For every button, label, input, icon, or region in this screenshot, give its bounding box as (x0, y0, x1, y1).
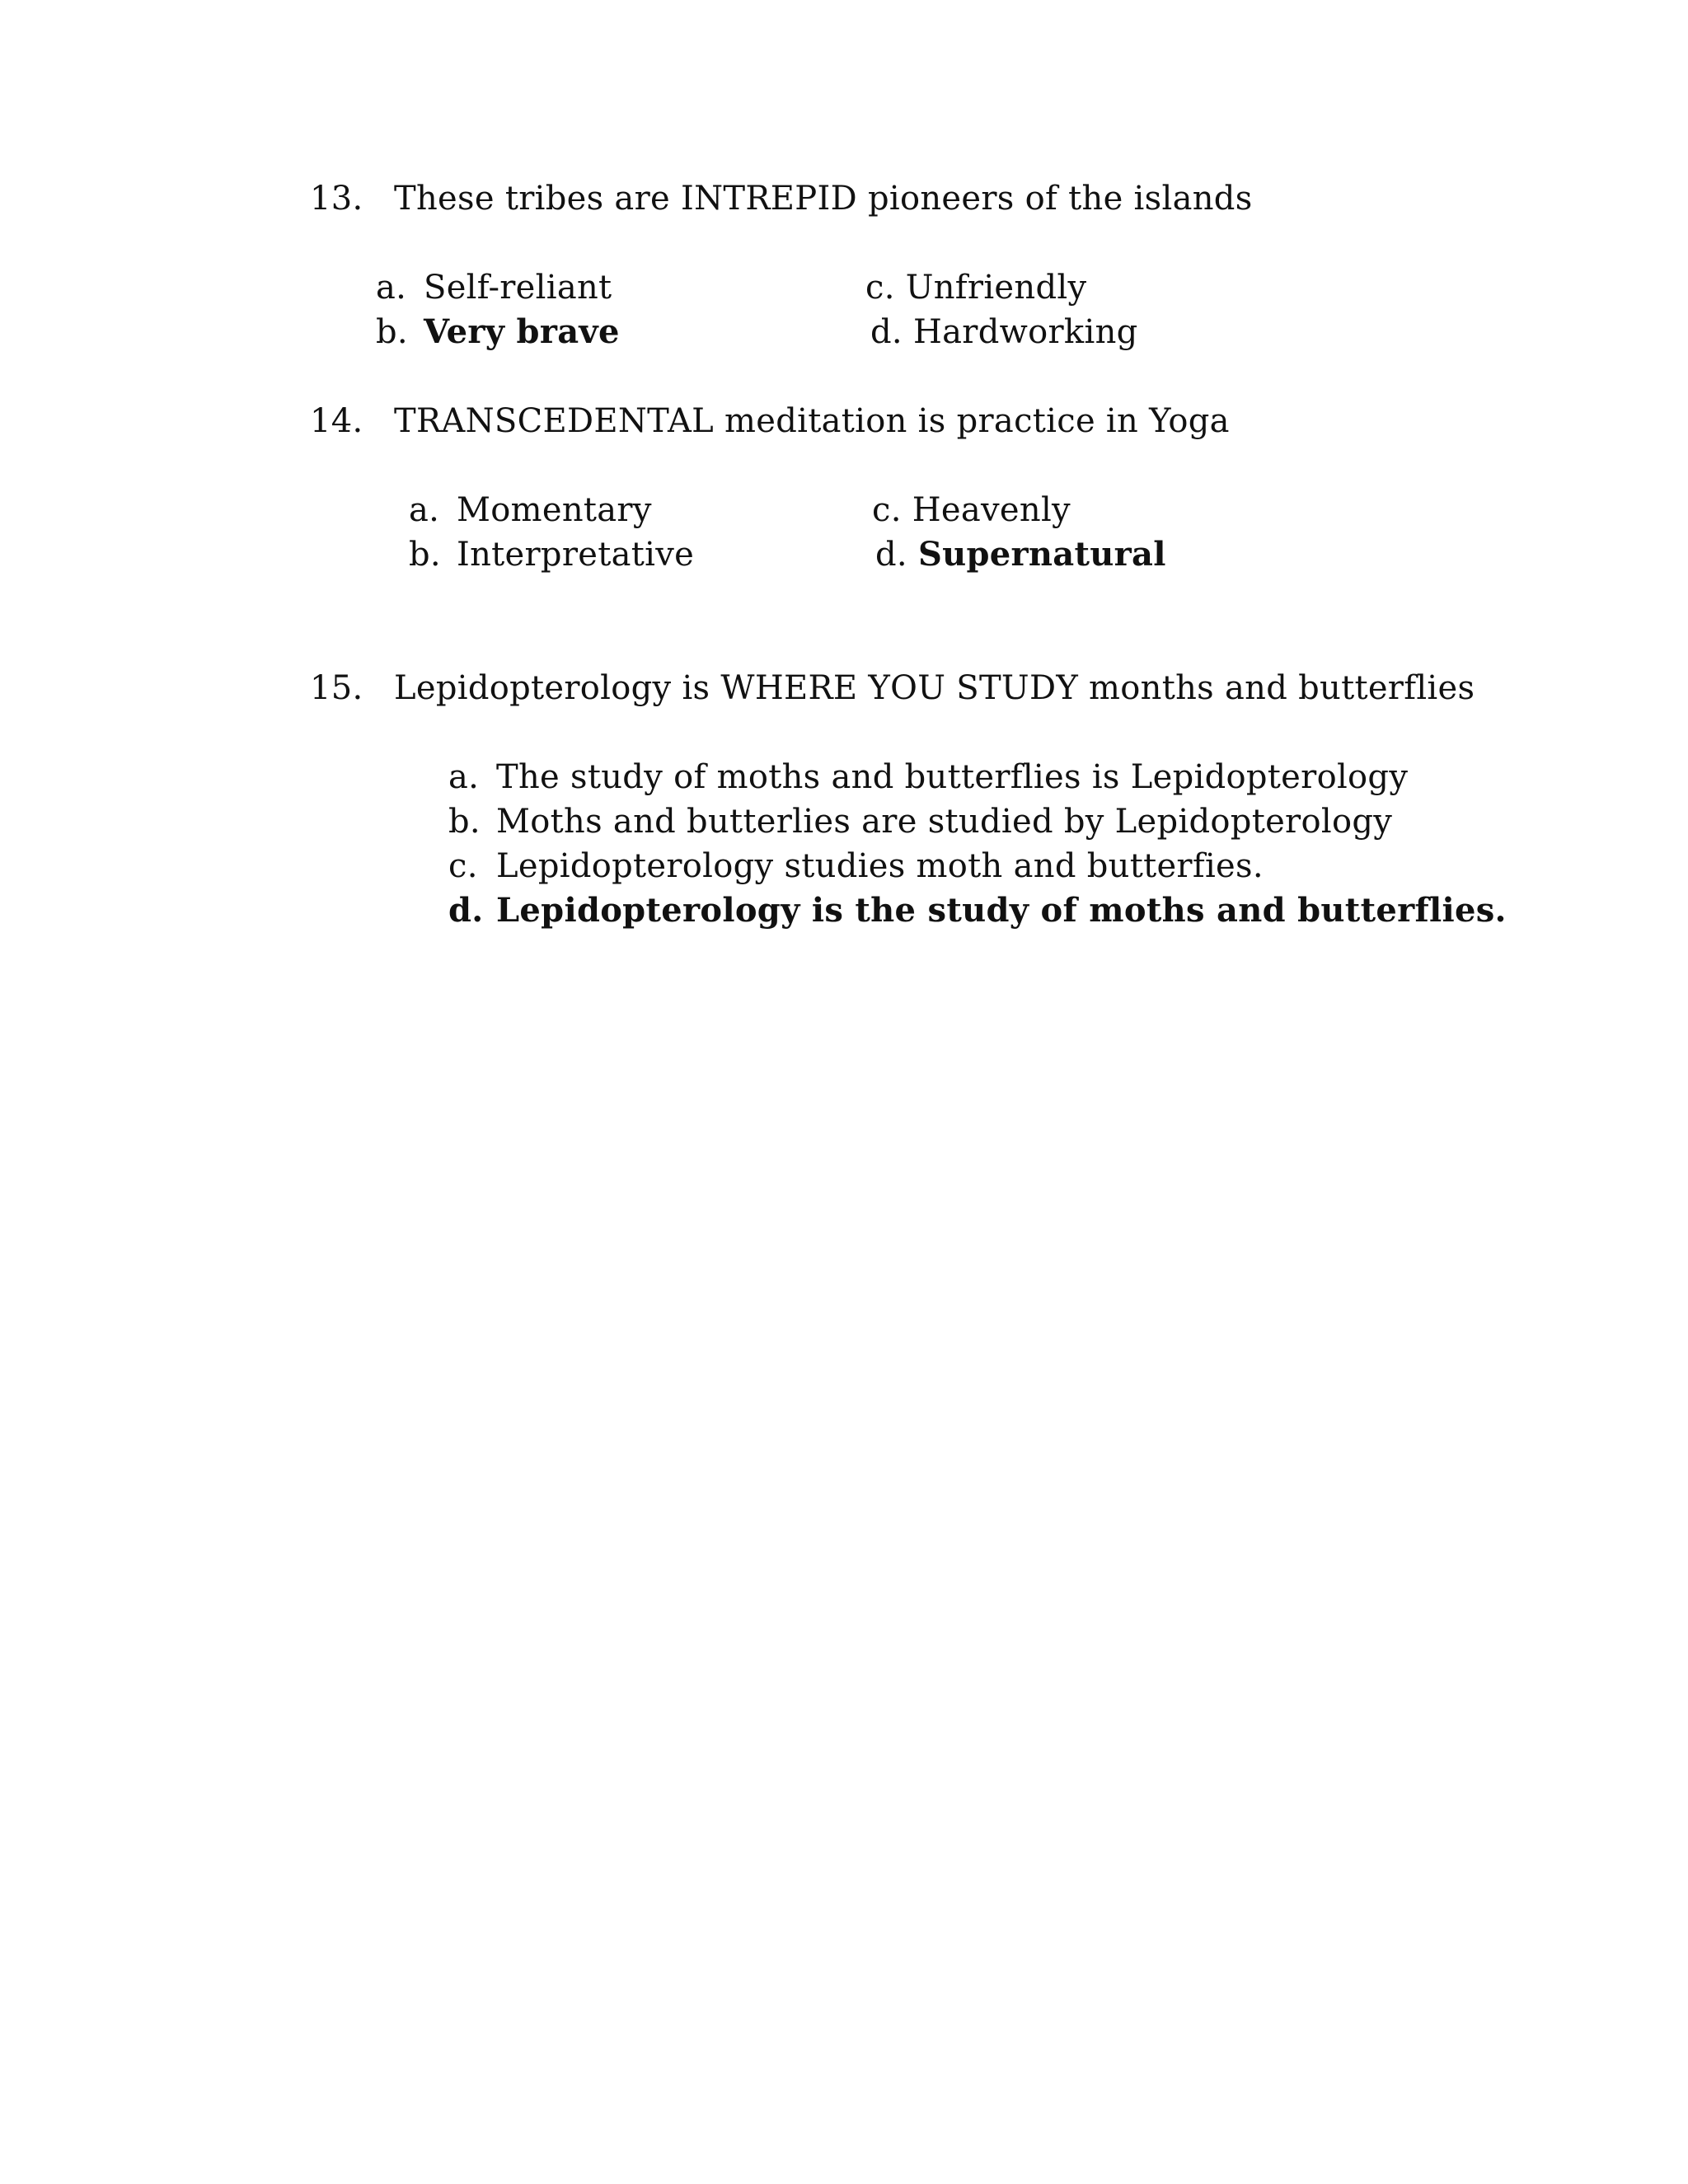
option-text: The study of moths and butterflies is Lepidopterology (496, 758, 1409, 796)
option-b (376, 312, 620, 353)
option-a (376, 267, 612, 308)
option-text: Lepidopterology is the study of moths and butterflies. (496, 891, 1507, 930)
question-number: 13. (310, 180, 363, 218)
option-label: a. (409, 491, 440, 529)
option-text: Supernatural (917, 535, 1166, 574)
option-text: Hardworking (912, 313, 1138, 351)
option-a (409, 490, 652, 531)
option-label: c. (448, 847, 478, 885)
question-text: Lepidopterology is WHERE YOU STUDY months and butterflies (394, 669, 1475, 707)
option-d (875, 534, 1166, 575)
option-text: Heavenly (912, 491, 1071, 529)
option-text: Lepidopterology studies moth and butterfies. (496, 847, 1264, 885)
option-text: Moths and butterlies are studied by Lepidopterology (496, 803, 1393, 841)
option-text: Momentary (457, 491, 652, 529)
option-label: a. (376, 269, 407, 307)
option-text: Very brave (424, 312, 620, 351)
question-text: These tribes are INTREPID pioneers of the islands (394, 180, 1253, 218)
option-label: b. (448, 803, 481, 841)
option-b (409, 534, 694, 575)
option-d (448, 890, 1507, 931)
option-label: c. (872, 491, 902, 529)
option-label: c. (865, 269, 895, 307)
option-c (872, 490, 1071, 531)
option-label: d. (870, 313, 903, 351)
option-c (865, 267, 1086, 308)
option-text: Interpretative (457, 536, 695, 574)
option-d (870, 312, 1138, 353)
option-label: b. (409, 536, 441, 574)
option-text: Self-reliant (424, 269, 612, 307)
question-text: TRANSCEDENTAL meditation is practice in Yoga (394, 402, 1230, 440)
question-number: 14. (310, 402, 363, 440)
option-b (448, 801, 1392, 842)
option-label: b. (376, 313, 408, 351)
option-a (448, 757, 1408, 798)
option-label: d. (875, 536, 907, 574)
option-label: d. (448, 891, 484, 930)
question-number: 15. (310, 669, 363, 707)
option-c (448, 846, 1264, 887)
option-label: a. (448, 758, 480, 796)
option-text: Unfriendly (905, 269, 1087, 307)
